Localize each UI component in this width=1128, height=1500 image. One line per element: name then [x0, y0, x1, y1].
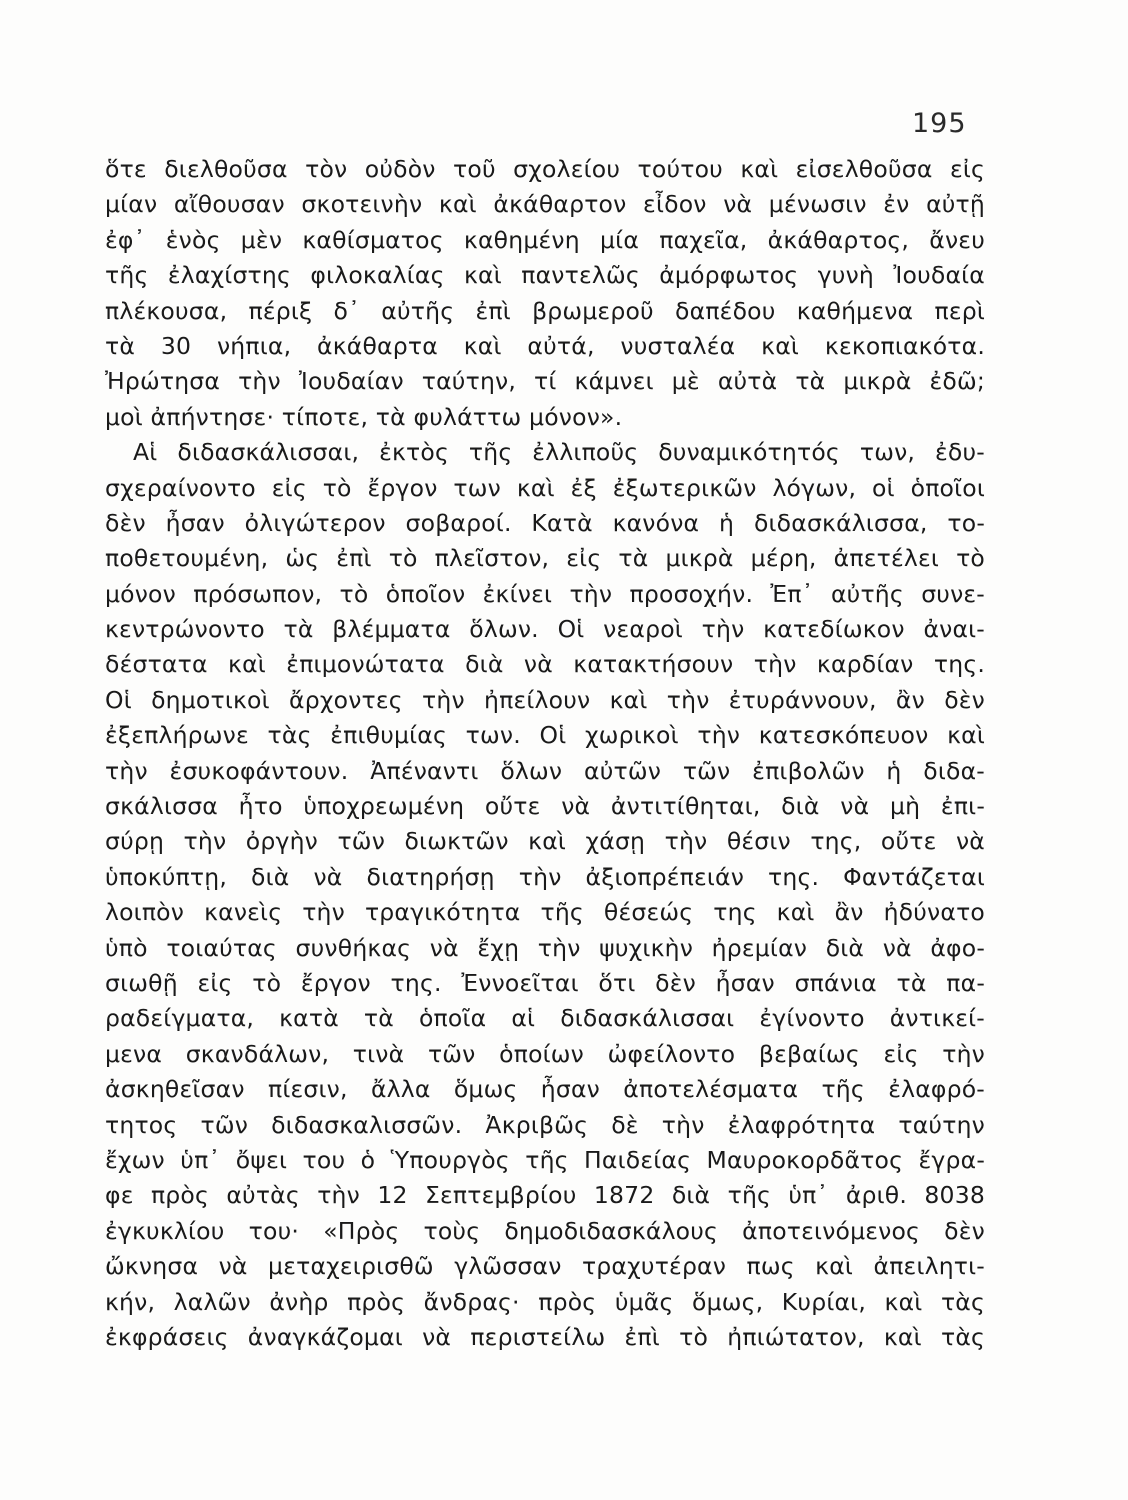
- text-line: ὤκνησα νὰ μεταχειρισθῶ γλῶσσαν τραχυτέραν πως καὶ ἀπειλητι-: [105, 1252, 985, 1281]
- text-line: μόνον πρόσωπον, τὸ ὁποῖον ἐκίνει τὴν προσοχήν. Ἐπ᾽ αὐτῆς συνε-: [105, 579, 985, 608]
- text-line: ἔχων ὑπ᾽ ὄψει του ὁ Ὑπουργὸς τῆς Παιδείας Μαυροκορδᾶτος ἔγρα-: [105, 1145, 985, 1174]
- text-line: ραδείγματα, κατὰ τὰ ὁποῖα αἱ διδασκάλισσαι ἐγίνοντο ἀντικεί-: [105, 1004, 985, 1033]
- text-line: ἀσκηθεῖσαν πίεσιν, ἄλλα ὅμως ἦσαν ἀποτελέσματα τῆς ἐλαφρό-: [105, 1075, 985, 1104]
- text-line: τητος τῶν διδασκαλισσῶν. Ἀκριβῶς δὲ τὴν ἐλαφρότητα ταύτην: [105, 1110, 985, 1139]
- text-line: ὑποκύπτῃ, διὰ νὰ διατηρήσῃ τὴν ἀξιοπρέπειάν της. Φαντάζεται: [105, 862, 985, 891]
- text-line: δέστατα καὶ ἐπιμονώτατα διὰ νὰ κατακτήσουν τὴν καρδίαν της.: [105, 650, 985, 679]
- text-line: κήν, λαλῶν ἀνὴρ πρὸς ἄνδρας· πρὸς ὑμᾶς ὅμως, Κυρίαι, καὶ τὰς: [105, 1287, 985, 1316]
- text-line: ὑπὸ τοιαύτας συνθήκας νὰ ἔχῃ τὴν ψυχικὴν ἠρεμίαν διὰ νὰ ἀφο-: [105, 933, 985, 962]
- text-line: σκάλισσα ἦτο ὑποχρεωμένη οὔτε νὰ ἀντιτίθηται, διὰ νὰ μὴ ἐπι-: [105, 792, 985, 821]
- text-line: σύρῃ τὴν ὀργὴν τῶν διωκτῶν καὶ χάσῃ τὴν θέσιν της, οὔτε νὰ: [105, 827, 985, 856]
- text-line: σχεραίνοντο εἰς τὸ ἔργον των καὶ ἐξ ἐξωτερικῶν λόγων, οἱ ὁποῖοι: [105, 473, 985, 502]
- paragraph-start-line: Αἱ διδασκάλισσαι, ἐκτὸς τῆς ἐλλιποῦς δυναμικότητός των, ἐδυ-: [133, 438, 985, 467]
- text-line: Οἱ δημοτικοὶ ἄρχοντες τὴν ἠπείλουν καὶ τὴν ἐτυράννουν, ἂν δὲν: [105, 685, 985, 714]
- text-line: Ἠρώτησα τὴν Ἰουδαίαν ταύτην, τί κάμνει μὲ αὐτὰ τὰ μικρὰ ἐδῶ;: [105, 367, 985, 396]
- text-line: φε πρὸς αὐτὰς τὴν 12 Σεπτεμβρίου 1872 διὰ τῆς ὑπ᾽ ἀριθ. 8038: [105, 1181, 985, 1210]
- text-line: τῆς ἐλαχίστης φιλοκαλίας καὶ παντελῶς ἀμόρφωτος γυνὴ Ἰουδαία: [105, 261, 985, 290]
- text-line: σιωθῇ εἰς τὸ ἔργον της. Ἐννοεῖται ὅτι δὲν ἦσαν σπάνια τὰ πα-: [105, 968, 985, 997]
- text-line: ὅτε διελθοῦσα τὸν οὐδὸν τοῦ σχολείου τούτου καὶ εἰσελθοῦσα εἰς: [105, 155, 985, 183]
- text-line: τὰ 30 νήπια, ἀκάθαρτα καὶ αὐτά, νυσταλέα καὶ κεκοπιακότα.: [105, 331, 985, 360]
- text-line: λοιπὸν κανεὶς τὴν τραγικότητα τῆς θέσεώς της καὶ ἂν ἠδύνατο: [105, 898, 985, 927]
- text-line: δὲν ἦσαν ὀλιγώτερον σοβαροί. Κατὰ κανόνα ἡ διδασκάλισσα, το-: [105, 508, 985, 537]
- text-line: πλέκουσα, πέριξ δ᾽ αὐτῆς ἐπὶ βρωμεροῦ δαπέδου καθήμενα περὶ: [105, 296, 985, 325]
- text-line: ἐκφράσεις ἀναγκάζομαι νὰ περιστείλω ἐπὶ τὸ ἠπιώτατον, καὶ τὰς: [105, 1322, 985, 1351]
- text-line: μοὶ ἀπήντησε· τίποτε, τὰ φυλάττω μόνον».: [105, 402, 623, 431]
- text-line: ἐφ᾽ ἑνὸς μὲν καθίσματος καθημένη μία παχεῖα, ἀκάθαρτος, ἄνευ: [105, 225, 985, 254]
- text-line: κεντρώνοντο τὰ βλέμματα ὅλων. Οἱ νεαροὶ τὴν κατεδίωκον ἀναι-: [105, 615, 985, 644]
- text-line: ἐγκυκλίου του· «Πρὸς τοὺς δημοδιδασκάλους ἀποτεινόμενος δὲν: [105, 1216, 985, 1245]
- text-line: ποθετουμένη, ὡς ἐπὶ τὸ πλεῖστον, εἰς τὰ μικρὰ μέρη, ἀπετέλει τὸ: [105, 544, 985, 573]
- body-text: [105, 152, 985, 1355]
- page-number: 195: [912, 108, 967, 139]
- text-line: μενα σκανδάλων, τινὰ τῶν ὁποίων ὠφείλοντο βεβαίως εἰς τὴν: [105, 1039, 985, 1068]
- text-line: ἐξεπλήρωνε τὰς ἐπιθυμίας των. Οἱ χωρικοὶ τὴν κατεσκόπευον καὶ: [105, 721, 985, 750]
- text-line: τὴν ἐσυκοφάντουν. Ἀπέναντι ὅλων αὐτῶν τῶν ἐπιβολῶν ἡ διδα-: [105, 756, 985, 785]
- text-line: μίαν αἴθουσαν σκοτεινὴν καὶ ἀκάθαρτον εἶδον νὰ μένωσιν ἐν αὐτῇ: [105, 190, 985, 219]
